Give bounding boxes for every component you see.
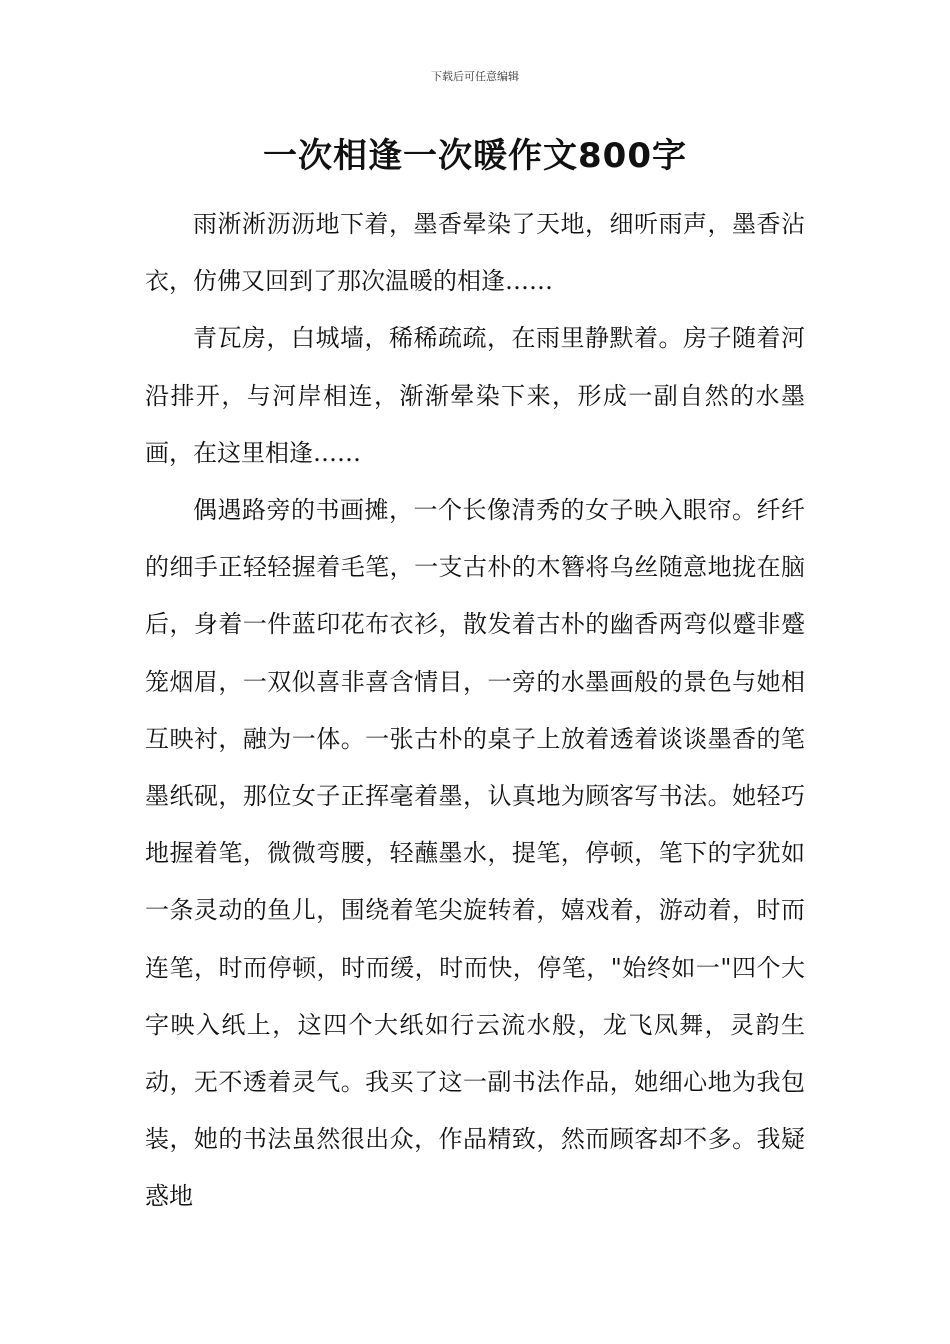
document-body	[145, 196, 805, 1226]
header-note: 下载后可任意编辑	[431, 70, 519, 83]
paragraph: 青瓦房，白城墙，稀稀疏疏，在雨里静默着。房子随着河沿排开，与河岸相连，渐渐晕染下来，形成一副自然的水墨画，在这里相逢……	[145, 324, 805, 467]
paragraph: 偶遇路旁的书画摊，一个长像清秀的女子映入眼帘。纤纤的细手正轻轻握着毛笔，一支古朴的木簪将乌丝随意地拢在脑后，身着一件蓝印花布衣衫，散发着古朴的幽香两弯似蹙非蹙笼烟眉，一双似喜非喜含情目，一旁的水墨画般的景色与她相互映衬，融为一体。一张古朴的桌子上放着透着谈谈墨香的笔墨纸砚，那位女子正挥毫着墨，认真地为顾客写书法。她轻巧地握着笔，微微弯腰，轻蘸墨水，提笔，停顿，笔下的字犹如一条灵动的鱼儿，围绕着笔尖旋转着，嬉戏着，游动着，时而连笔，时而停顿，时而缓，时而快，停笔，"始终如一"四个大字映入纸上，这四个大纸如行云流水般，龙飞凤舞，灵韵生动，无不透着灵气。我买了这一副书法作品，她细心地为我包装，她的书法虽然很出众，作品精致，然而顾客却不多。我疑惑地	[145, 496, 805, 1211]
document-title: 一次相逢一次暖作文800字	[263, 136, 687, 176]
paragraph: 雨淅淅沥沥地下着，墨香晕染了天地，细听雨声，墨香沾衣，仿佛又回到了那次温暖的相逢……	[145, 210, 805, 296]
